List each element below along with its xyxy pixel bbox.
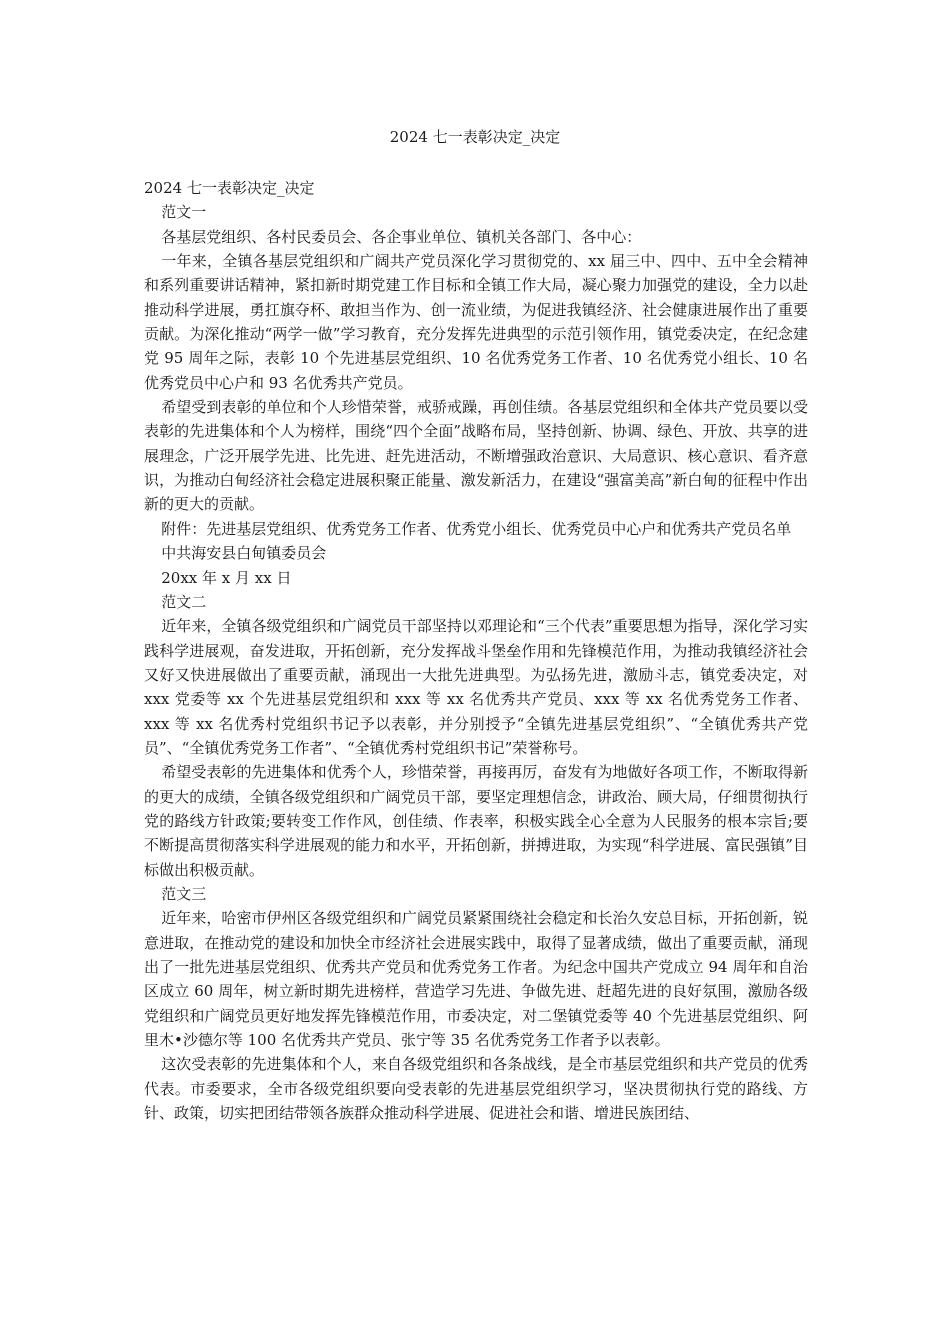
document-paragraph: 希望受表彰的先进集体和优秀个人，珍惜荣誉，再接再厉，奋发有为地做好各项工作，不断取得新的更大的成绩，全镇各级党组织和广阔党员干部，要坚定理想信念，讲政治、顾大局，仔细贯彻执行党的路线方针政策;要转变工作作风，创佳绩、作表率，积极实践全心全意为人民服务的根本宗旨;要不断提高贯彻落实科学进展观的能力和水平，开拓创新，拼搏进取，为实现“科学进展、富民强镇”目标做出积极贡献。	[144, 763, 808, 879]
document-paragraph: 近年来，全镇各级党组织和广阔党员干部坚持以邓理论和“三个代表”重要思想为指导，深化学习实践科学进展观，奋发进取，开拓创新，充分发挥战斗堡垒作用和先锋模范作用，为推动我镇经济社会又好又快进展做出了重要贡献，涌现出一大批先进典型。为弘扬先进，激励斗志，镇党委决定，对 xxx 党委等 xx 个先进基层党组织和 xxx 等 xx 名优秀共产党员、xxx 等 xx 名优秀党务工作者、xxx 等 xx 名优秀村党组织书记予以表彰，并分别授予“全镇先进基层党组织”、“全镇优秀共产党员”、“全镇优秀党务工作者”、“全镇优秀村党组织书记”荣誉称号。	[144, 617, 808, 757]
document-body	[144, 176, 808, 1125]
document-paragraph: 范文一	[161, 203, 207, 222]
document-paragraph: 这次受表彰的先进集体和个人，来自各级党组织和各条战线，是全市基层党组织和共产党员的优秀代表。市委要求，全市各级党组织要向受表彰的先进基层党组织学习，坚决贯彻执行党的路线、方针、政策，切实把团结带领各族群众推动科学进展、促进社会和谐、增进民族团结、	[144, 1055, 808, 1123]
document-paragraph: 一年来，全镇各基层党组织和广阔共产党员深化学习贯彻党的、xx 届三中、四中、五中全会精神和系列重要讲话精神，紧扣新时期党建工作目标和全镇工作大局，凝心聚力加强党的建设，全力以赴推动科学进展，勇扛旗夺杯、敢担当作为、创一流业绩，为促进我镇经济、社会健康进展作出了重要贡献。为深化推动“两学一做”学习教育，充分发挥先进典型的示范引领作用，镇党委决定，在纪念建党 95 周年之际，表彰 10 个先进基层党组织、10 名优秀党务工作者、10 名优秀党小组长、10 名优秀党员中心户和 93 名优秀共产党员。	[144, 252, 808, 392]
document-paragraph: 范文三	[161, 884, 207, 903]
document-paragraph: 希望受到表彰的单位和个人珍惜荣誉，戒骄戒躁，再创佳绩。各基层党组织和全体共产党员要以受表彰的先进集体和个人为榜样，围绕“四个全面”战略布局，坚持创新、协调、绿色、开放、共享的进展理念，广泛开展学先进、比先进、赶先进活动，不断增强政治意识、大局意识、核心意识、看齐意识，为推动白甸经济社会稳定进展积聚正能量、激发新活力，在建设“强富美高”新白甸的征程中作出新的更大的贡献。	[144, 398, 808, 514]
document-paragraph: 附件：先进基层党组织、优秀党务工作者、优秀党小组长、优秀党员中心户和优秀共产党员名单	[161, 519, 792, 538]
document-paragraph: 近年来，哈密市伊州区各级党组织和广阔党员紧紧围绕社会稳定和长治久安总目标，开拓创新，锐意进取，在推动党的建设和加快全市经济社会进展实践中，取得了显著成绩，做出了重要贡献，涌现出了一批先进基层党组织、优秀共产党员和优秀党务工作者。为纪念中国共产党成立 94 周年和自治区成立 60 周年，树立新时期先进榜样，营造学习先进、争做先进、赶超先进的良好氛围，激励各级党组织和广阔党员更好地发挥先锋模范作用，市委决定，对二堡镇党委等 40 个先进基层党组织、阿里木•沙德尔等 100 名优秀共产党员、张宁等 35 名优秀党务工作者予以表彰。	[144, 909, 808, 1050]
document-paragraph: 范文二	[161, 592, 207, 611]
document-paragraph: 20xx 年 x 月 xx 日	[161, 568, 292, 587]
document-paragraph: 2024 七一表彰决定_决定	[144, 179, 315, 197]
document-paragraph: 各基层党组织、各村民委员会、各企事业单位、镇机关各部门、各中心：	[161, 227, 642, 246]
document-title: 2024 七一表彰决定_决定	[389, 128, 561, 146]
document-paragraph: 中共海安县白甸镇委员会	[161, 544, 327, 563]
